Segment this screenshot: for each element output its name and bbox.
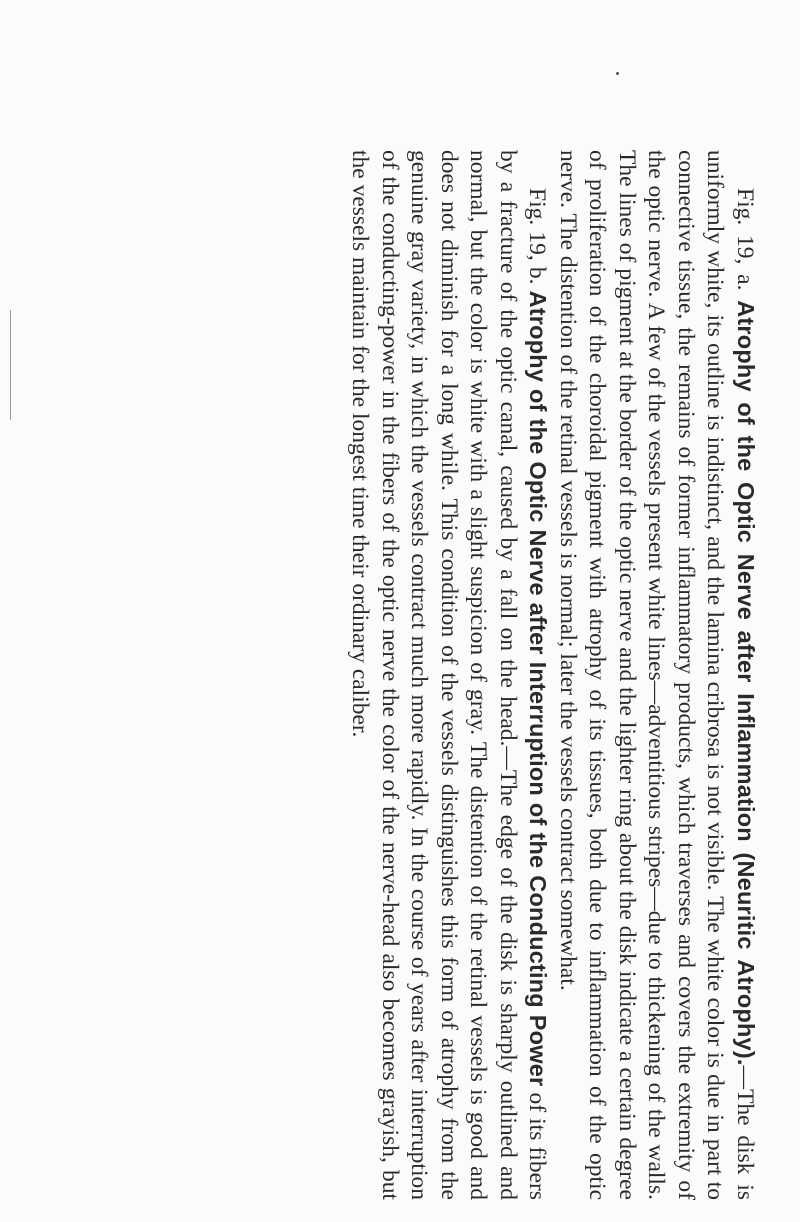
rotated-text-block [345, 150, 760, 1200]
speck-mark [616, 72, 619, 75]
figure-label: Fig. 19, a. [732, 188, 758, 291]
paragraph-fig-19b [345, 150, 553, 1200]
section-heading: Atrophy of the Optic Nerve after Interruption of the Conducting Power [525, 290, 552, 1087]
figure-label: Fig. 19, b. [524, 188, 551, 285]
paragraph-fig-19a [553, 150, 761, 1200]
paragraph-body: of its fibers by a fracture of the optic canal, caused by a fall on the head.—The edge of the disk is sharply outlined and normal, but the color is white with a slight suspicion of gray. The distention of the retinal vessels is good and does not diminish for a long while. This condition of the vessels distinguishes this form of atrophy from the genuine gray variety, in which the vessels contract much more rapidly. In the course of years after interruption of the conducting-power in the fibers of the optic nerve the color of the nerve-head also becomes grayish, but the vessels maintain for the longest time their ordinary caliber. [347, 150, 551, 1200]
page-edge-line [10, 310, 11, 420]
section-heading: Atrophy of the Optic Nerve after Inflammation (Neuritic Atrophy). [733, 300, 759, 1066]
paragraph-body: —The disk is uniformly white, its outline is indistinct, and the lamina cribrosa is not visible. The white color is due in part to connective tissue, the remains of former inflammatory products, which traverses and covers the extremity of the optic nerve. A few of the vessels present white lines—adventitious stripes—due to thickening of the walls. The lines of pigment at the border of the optic nerve and the lighter ring about the disk indicate a certain degree of proliferation of the choroidal pigment with atrophy of its tissues, both due to inflammation of the optic nerve. The distention of the retinal vessels is normal; later the vessels contract somewhat. [555, 150, 758, 1201]
